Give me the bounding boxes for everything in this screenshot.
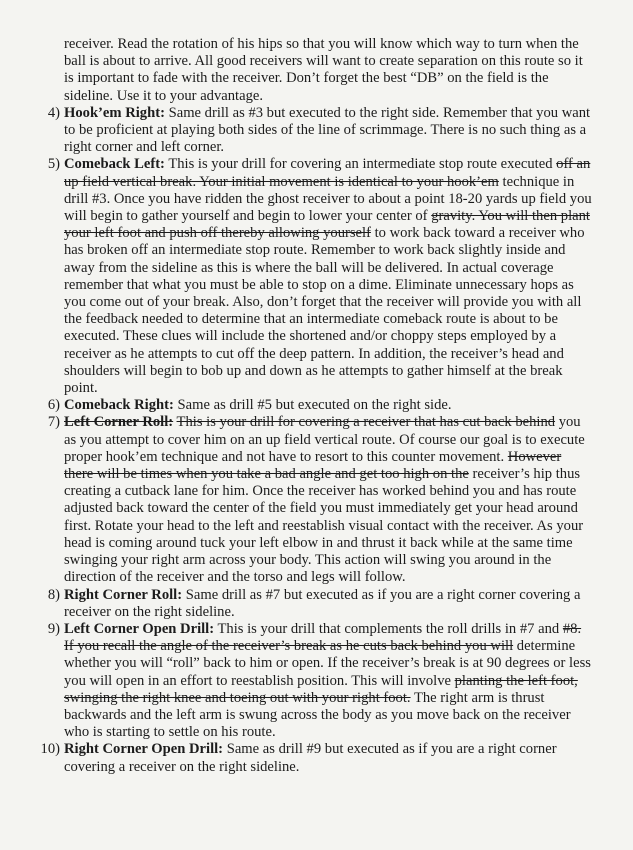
drill-text: receiver’s hip thus creating a cutback lane for him. Once the receiver has worked behind you and has route adjusted back toward the center of the field you must immediately get your head around first. Rotate your head to the left and reestablish visual contact with the receiver. As your head is coming around tuck your left elbow in and thrust it back while at the same time swinging your right arm across your body. This action will swing you around in the direction of the receiver and the torso and legs will follow. — [64, 466, 584, 586]
drill-text: Same as drill #9 but executed as if you are a right corner covering a receiver on the right sideline. — [64, 741, 557, 775]
struck-text: gravity. You will then plant your left foot and push off thereby allowing yourself — [64, 208, 590, 242]
drill-number: 7) — [47, 414, 60, 431]
struck-text: However there will be times when you take a bad angle and get too high on the — [64, 448, 562, 483]
drill-title: Hook’em Right: — [64, 104, 165, 121]
drill-title: Right Corner Roll: — [64, 586, 183, 603]
drill-item-8 — [38, 587, 593, 621]
drill-item-5 — [38, 156, 593, 397]
drill-number: 4) — [47, 104, 60, 121]
drill-text: Same drill as #7 but executed as if you are a right corner covering a receiver on the right sideline. — [64, 586, 581, 620]
drill-text: determine whether you will “roll” back to him or open. If the receiver’s break is at 90 degrees or less you will open in an effort to reestablish position. This will involve — [64, 638, 591, 689]
struck-text: off an up field vertical break. Your initial movement is identical to your hook’em — [64, 156, 591, 190]
drill-text: you as you attempt to cover him on an up field vertical route. Of course our goal is to execute proper hook’em technique and not have to resort to this counter movement. — [64, 414, 585, 465]
drill-text: Same as drill #5 but executed on the right side. — [177, 397, 452, 414]
drill-number: 6) — [47, 397, 60, 414]
drill-number: 9) — [47, 620, 60, 637]
drill-title: Comeback Left: — [64, 156, 165, 173]
drill-item-10 — [38, 741, 593, 775]
drill-item-7 — [38, 414, 593, 586]
drill-number: 8) — [47, 586, 60, 603]
drill-text: This is your drill that complements the roll drills in #7 and — [217, 620, 560, 637]
drill-text: technique in drill #3. Once you have ridden the ghost receiver to about a point 18-20 yards up field you will begin to gather yourself and begin to lower your center of — [64, 173, 592, 225]
drill-item-9 — [38, 621, 593, 741]
struck-text: planting the left foot, swinging the right knee and toeing out with your right foot. — [64, 672, 578, 706]
drill-text: This is your drill for covering an intermediate stop route executed — [168, 156, 553, 173]
drill-text: Same drill as #3 but executed to the right side. Remember that you want to be proficient at playing both sides of the line of scrimmage. There is no such thing as a right corner and left corner. — [64, 104, 591, 156]
drill-title: Left Corner Roll: — [64, 414, 174, 431]
drill-item-6 — [38, 397, 593, 414]
struck-text: This is your drill for covering a receiver that has cut back behind — [176, 414, 556, 431]
drill-item-4 — [38, 105, 593, 157]
struck-text: #8. If you recall the angle of the receiver’s break as he cuts back behind you will — [64, 620, 582, 655]
drill-title: Comeback Right: — [64, 397, 174, 414]
drill-title: Left Corner Open Drill: — [64, 620, 215, 637]
drill-number: 5) — [47, 156, 60, 173]
drill-text: to work back toward a receiver who has broken off an intermediate stop route. Remember to work back slightly inside and away from the sideline as this is where the ball will be delivered. In actual coverage remember that what you must be able to stop on a dime. Eliminate unnecessary hops as you come out of your break. Also, don’t forget that the receiver will provide you with all the feedback needed to determine that an intermediate comeback route is about to be executed. These clues will include the shortened and/or choppy steps employed by a receiver as he attempts to cut off the deep pattern. In addition, the receiver’s head and shoulders will begin to bob up and down as he attempts to gather himself at the break point. — [64, 225, 585, 397]
intro-paragraph: receiver. Read the rotation of his hips so that you will know which way to turn when the ball is about to arrive. All good receivers will want to create separation on this route so it is important to fade with the receiver. Don’t forget the best “DB” on the field is the sideline. Use it to your advantage. — [64, 36, 583, 104]
drill-title: Right Corner Open Drill: — [64, 741, 224, 758]
drill-text: The right arm is thrust backwards and the left arm is swung across the body as you move back on the receiver who is starting to settle on his route. — [64, 689, 571, 741]
drill-number: 10) — [40, 741, 60, 758]
